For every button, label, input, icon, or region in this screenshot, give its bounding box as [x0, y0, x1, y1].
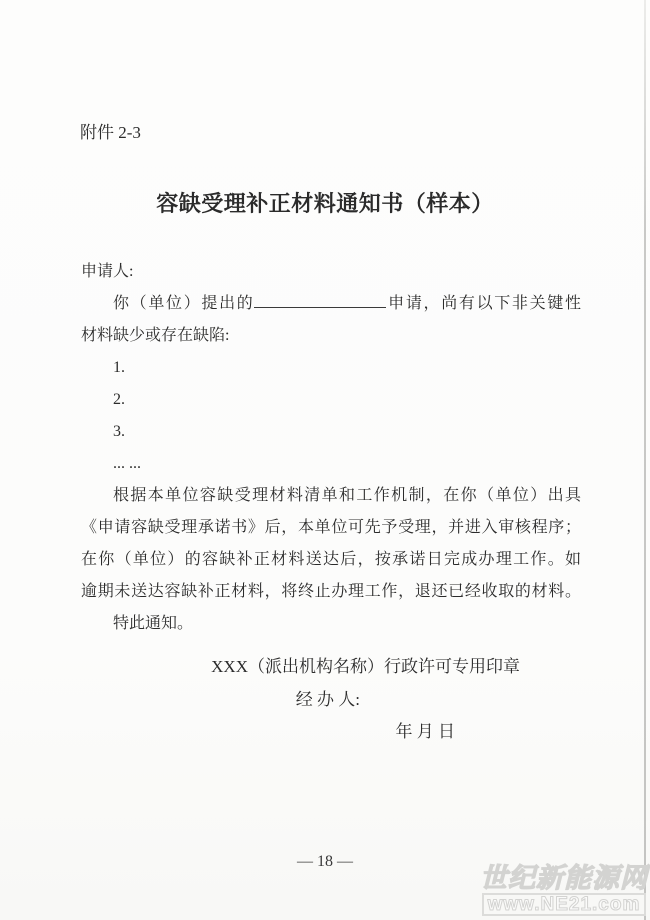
intro-text-after-blank: 申请，尚有以下非关键性: [386, 295, 581, 312]
list-item-1: 1.: [113, 359, 125, 376]
intro-line: [81, 288, 581, 320]
document-title: 容缺受理补正材料通知书（样本）: [156, 191, 494, 216]
paragraph-line-4: 逾期未送达容缺补正材料，将终止办理工作，退还已经收取的材料。: [81, 583, 581, 600]
attachment-label: 附件 2-3: [80, 123, 141, 142]
page-number: — 18 —: [297, 853, 353, 870]
paragraph-line-3: 在你（单位）的容缺补正材料送达后，按承诺日完成办理工作。如: [81, 551, 581, 568]
watermark-site-url: www.NE21.com: [482, 893, 647, 916]
signature-handler-line: 经 办 人:: [295, 690, 360, 709]
watermark-site-name: 世纪新能源网: [480, 863, 648, 893]
list-item-3: 3.: [113, 423, 125, 440]
document-body: [81, 256, 581, 640]
paragraph-line-1: 根据本单位容缺受理材料清单和工作机制，在你（单位）出具: [113, 487, 581, 504]
intro-text-before-blank: 你（单位）提出的: [113, 295, 255, 312]
list-item-ellipsis: ... ...: [113, 455, 141, 472]
signature-seal-line: XXX（派出机构名称）行政许可专用印章: [211, 657, 520, 676]
scan-edge-artifact: [644, 0, 646, 920]
signature-date-line: 年 月 日: [395, 722, 455, 741]
closing-line: 特此通知。: [113, 615, 194, 632]
site-watermark: [480, 865, 648, 916]
applicant-line: 申请人:: [81, 263, 134, 280]
fill-in-blank-underline: [254, 290, 386, 308]
paragraph-line-2: 《申请容缺受理承诺书》后，本单位可先予受理，并进入审核程序；: [81, 519, 581, 536]
intro-line-2: 材料缺少或存在缺陷:: [81, 327, 230, 344]
list-item-2: 2.: [113, 391, 125, 408]
